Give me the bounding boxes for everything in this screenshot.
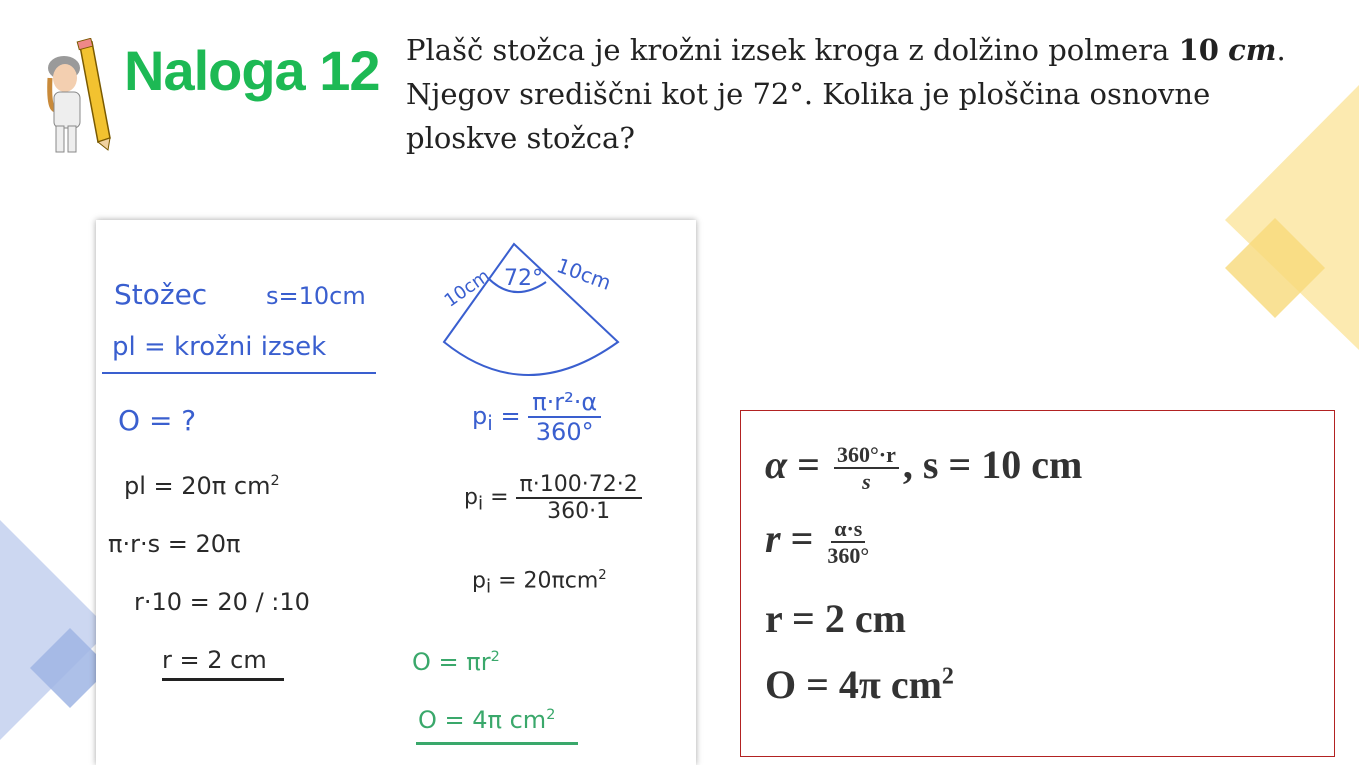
formula-alpha-fraction: $\frac{360^\circ\cdot r}{s}$	[834, 443, 899, 495]
board-blue-underline	[102, 372, 376, 374]
board-pl-value: pl = 20π $cm^2$	[124, 472, 280, 500]
board-o-formula: $O = \pi r^2$	[412, 648, 500, 676]
p1-fraction: $\frac{\text{π·r²·α}}{360^\circ}$	[528, 388, 601, 446]
cone-left-label: 10cm	[440, 265, 494, 312]
board-result-underline	[162, 678, 284, 681]
blue-diamond-large	[0, 520, 110, 740]
board-equation-2: r·10 = 20 / :10	[134, 588, 310, 616]
girl-with-pencil-icon	[40, 38, 120, 158]
task-line-1: Plašč stožca je krožni izsek kroga z dolžino polmera 10 cm.	[406, 33, 1286, 67]
board-o-question: O = ?	[118, 404, 197, 437]
board-r-result: r = 2 cm	[162, 646, 267, 674]
board-o-result: O = 4π $cm^2$	[418, 706, 556, 734]
board-equation-1: π·r·s = 20π	[108, 530, 241, 558]
formula-alpha: α = $\frac{360^\circ\cdot r}{s}$ , s = 10 cm	[765, 441, 1083, 494]
board-p1-formula: $p_i$ = $\frac{\text{π·r²·α}}{360^\circ}$	[472, 388, 601, 446]
p2-fraction: $\frac{\pi\cdot 100\cdot 72\cdot 2}{360\cdot 1}$	[516, 472, 642, 524]
cone-sector-sketch	[426, 238, 646, 408]
board-p1-substitution: $p_i$ = $\frac{\pi\cdot 100\cdot 72\cdot 2}{360\cdot 1}$	[464, 472, 642, 524]
formula-r: r = $\frac{\alpha\cdot s}{360^\circ}$	[765, 515, 870, 568]
board-p1-result: $p_i = 20\pi cm^2$	[472, 568, 607, 598]
task-line-3: ploskve stožca?	[406, 121, 635, 155]
page-title: Naloga 12	[124, 39, 380, 102]
formula-r-fraction: $\frac{\alpha\cdot s}{360^\circ}$	[827, 515, 870, 568]
board-stozec: Stožec	[114, 278, 208, 311]
board-green-underline	[416, 742, 578, 745]
board-pl-definition: pl = krožni izsek	[112, 332, 327, 362]
board-s-value: s=10cm	[266, 282, 366, 310]
formula-r-result: r = 2 cm	[765, 596, 906, 641]
formula-o-result: O = 4π $cm^2$	[765, 662, 954, 707]
task-line-2: Njegov središčni kot je 72°. Kolika je ploščina osnovne	[406, 77, 1211, 111]
task-text	[406, 28, 1354, 160]
cone-angle-label: 72°	[504, 266, 543, 291]
formula-summary-box	[740, 410, 1335, 757]
whiteboard-solution	[96, 220, 696, 765]
cone-right-label: 10cm	[553, 253, 615, 295]
